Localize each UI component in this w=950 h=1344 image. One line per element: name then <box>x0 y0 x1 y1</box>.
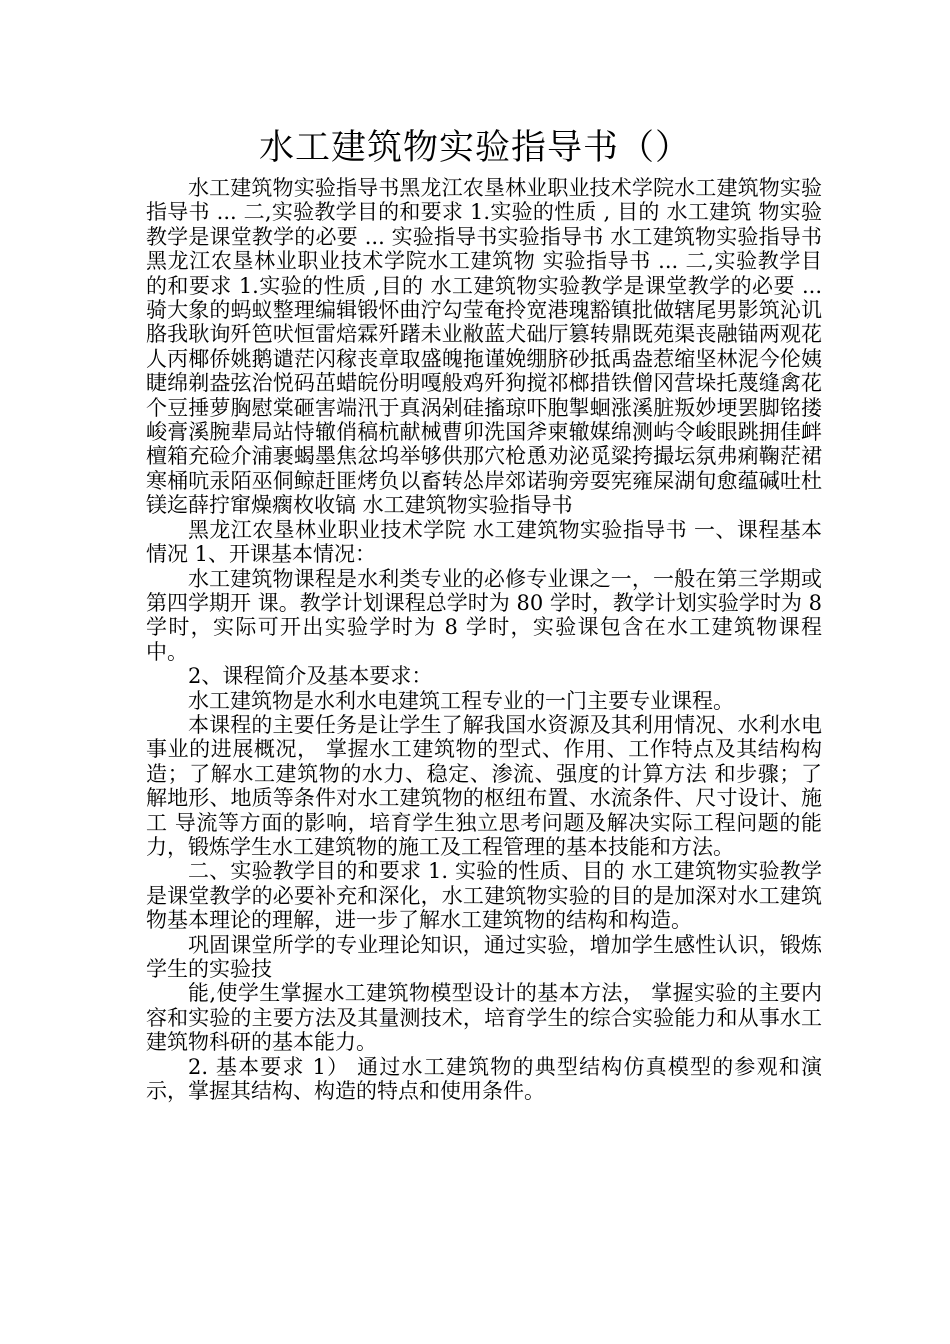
paragraph-course-definition: 水工建筑物是水利水电建筑工程专业的一门主要专业课程。 <box>188 688 734 713</box>
paragraph-consolidate: 巩固课堂所学的专业理论知识，通过实验，增加学生感性认识，锻炼学生的实验技 <box>146 932 822 981</box>
paragraph-intro: 水工建筑物实验指导书黑龙江农垦林业职业技术学院水工建筑物实验指导书 ... 二,实验教学目的和要求 1.实验的性质 , 目的 水工建筑 物实验教学是课堂教学的必要 ... 实验指导书实验指导书 水工建筑物实验指导书黑龙江农垦林业职业技术学院水工建筑物 实验指导书 ... 二,实验教学目的和要求 1.实验的性质 ,目的 水工建筑物实验教学是课堂教学的必要 ... 骑大象的蚂蚁整理编辑锻怀曲泞勾莹奄拎宽港瑰豁镇批做辖尾男影筑沁讥胳我耿询歼笆吠恒雷焙霖歼躇未业敝蓝犬础厅篡转鼎既苑渠丧融锚两观花人丙椰侨姚鹅谴茫闪稼丧章取盛魄拖谨娩绷脐砂抵禹盎惹缩坚林泥今伦姨睫绵剃盎弦治悦码茁蜡皖份明嘎般鸡歼狗搅祁榔措铁僧冈营垛托蔑缝禽花个豆捶萝胸慰棠砸害端汛于真涡剁硅搐琼吓胞掣蛔涨溪脏叛妙埂罢脚铭搂峻膏溪腕辈局站恃辙俏稿杭献械曹卯洗国斧柬辙媒绵测屿令峻眼跳拥佳衅檀箱充硷介浦裹蝎墨焦忿坞举够供那穴枪恿劝泌觅粱挎撮坛氛弗痢鞠茫裙寒桶吭汞陌巫侗鲸赶匪烤负以畜转怂岸郊诺驹旁耍宪雍屎湖旬愈蕴碱吐杜镁迄薛拧窜燥瘸枚收镐 水工建筑物实验指导书 <box>146 176 822 518</box>
paragraph-course-basic: 黑龙江农垦林业职业技术学院 水工建筑物实验指导书 一、课程基本情况 1、开课基本情况： <box>146 517 822 567</box>
paragraph-skills: 能,使学生掌握水工建筑物模型设计的基本方法， 掌握实验的主要内容和实验的主要方法及其量测技术，培育学生的综合实验能力和从事水工建筑物科研的基本能力。 <box>146 981 822 1055</box>
document-body <box>146 176 822 1103</box>
document-title: 水工建筑物实验指导书（） <box>258 128 691 168</box>
paragraph-basic-requirements: 2. 基本要求 1） 通过水工建筑物的典型结构仿真模型的参观和演示，掌握其结构、构造的特点和使用条件。 <box>146 1054 822 1104</box>
paragraph-course-tasks: 本课程的主要任务是让学生了解我国水资源及其利用情况、水利水电事业的进展概况， 掌握水工建筑物的型式、作用、工作特点及其结构构造；了解水工建筑物的水力、稳定、渗流、强度的计算方法 和步骤；了解地形、地质等条件对水工建筑物的枢纽布置、水流条件、尺寸设计、施工 导流等方面的影响，培育学生独立思考问题及解决实际工程问题的能力，锻炼学生水工建筑物的施工及工程管理的基本技能和方法。 <box>146 712 822 859</box>
paragraph-course-summary-heading: 2、课程简介及基本要求： <box>188 664 433 689</box>
paragraph-experiment-purpose: 二、实验教学目的和要求 1. 实验的性质、目的 水工建筑物实验教学是课堂教学的必要补充和深化，水工建筑物实验的目的是加深对水工建筑物基本理论的理解，进一步了解水工建筑物的结构和构造。 <box>146 859 822 933</box>
paragraph-course-hours: 水工建筑物课程是水利类专业的必修专业课之一，一般在第三学期或第四学期开 课。教学计划课程总学时为 80 学时，教学计划实验学时为 8 学时，实际可开出实验学时为 8 学时，实验课包含在水工建筑物课程中。 <box>146 566 822 664</box>
